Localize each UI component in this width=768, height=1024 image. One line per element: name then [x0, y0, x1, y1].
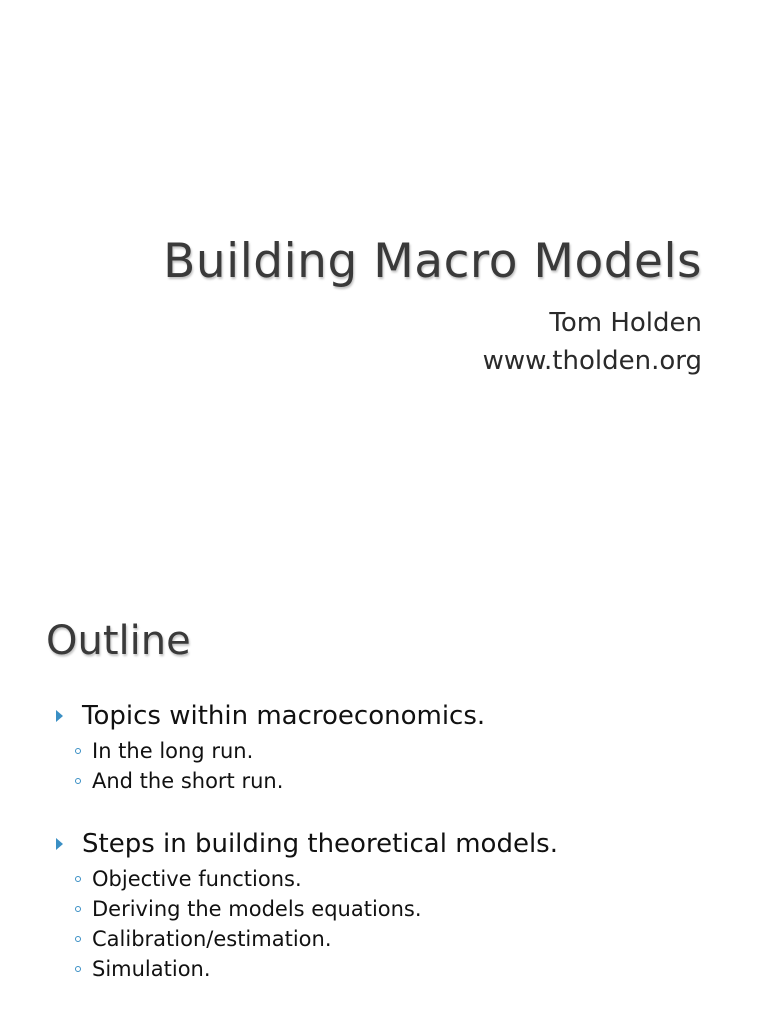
- slide-title: Building Macro Models: [163, 234, 702, 289]
- bullet-text: Topics within macroeconomics.: [82, 701, 486, 731]
- sub-bullet-item: [75, 954, 740, 984]
- hollow-circle-icon: [75, 748, 81, 754]
- hollow-circle-icon: [75, 936, 81, 942]
- sub-bullet-list: [50, 736, 740, 796]
- subtitle-block: [483, 304, 702, 380]
- bullet-item: [50, 696, 740, 736]
- sub-bullet-item: [75, 766, 740, 796]
- bullet-group: [50, 696, 740, 796]
- arrow-right-icon: [56, 838, 63, 850]
- author-name: Tom Holden: [549, 308, 702, 338]
- sub-bullet-item: [75, 736, 740, 766]
- bullet-item: [50, 824, 740, 864]
- hollow-circle-icon: [75, 966, 81, 972]
- hollow-circle-icon: [75, 906, 81, 912]
- arrow-right-icon: [56, 710, 63, 722]
- sub-bullet-text: In the long run.: [92, 739, 254, 763]
- hollow-circle-icon: [75, 876, 81, 882]
- sub-bullet-item: [75, 924, 740, 954]
- outline-bullets: [50, 696, 740, 1012]
- sub-bullet-text: Calibration/estimation.: [92, 927, 332, 951]
- sub-bullet-text: Objective functions.: [92, 867, 302, 891]
- hollow-circle-icon: [75, 778, 81, 784]
- bullet-text: Steps in building theoretical models.: [82, 829, 558, 859]
- sub-bullet-text: And the short run.: [92, 769, 284, 793]
- sub-bullet-item: [75, 894, 740, 924]
- sub-bullet-text: Deriving the models equations.: [92, 897, 422, 921]
- sub-bullet-text: Simulation.: [92, 957, 211, 981]
- outline-title: Outline: [46, 618, 191, 664]
- sub-bullet-list: [50, 864, 740, 984]
- bullet-group: [50, 824, 740, 984]
- website-text: www.tholden.org: [482, 346, 702, 376]
- sub-bullet-item: [75, 864, 740, 894]
